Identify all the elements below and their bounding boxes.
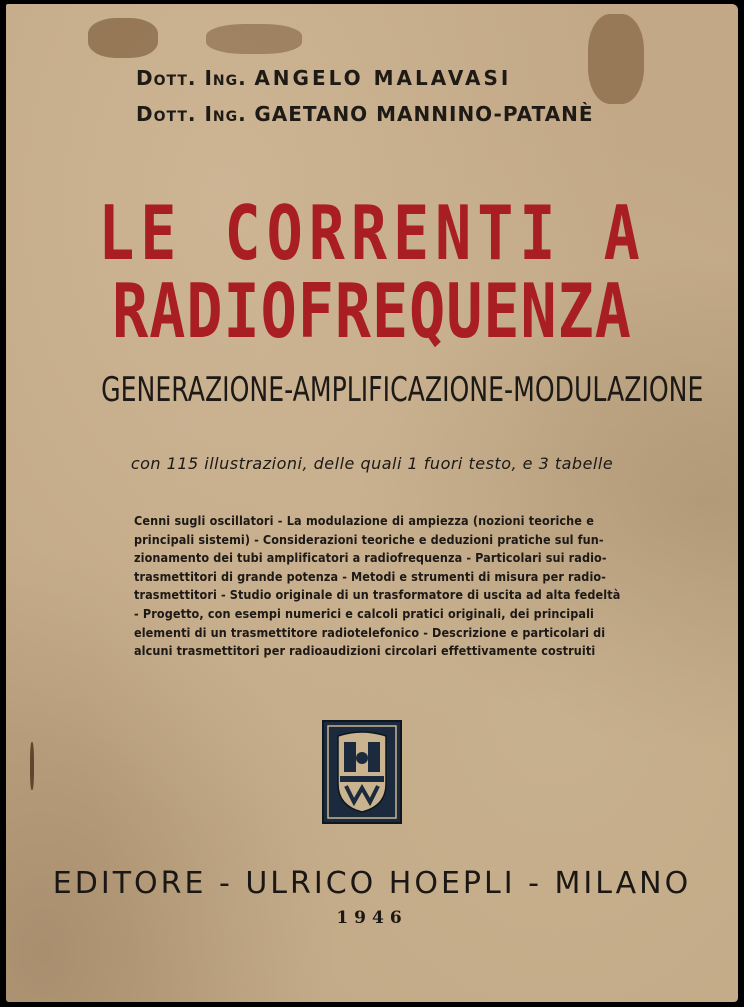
book-title-line-2: RADIOFREQUENZA xyxy=(112,268,632,356)
author-1 xyxy=(136,66,511,90)
age-stain xyxy=(206,24,302,54)
book-subtitle: GENERAZIONE-AMPLIFICAZIONE-MODULAZIONE xyxy=(101,370,704,410)
summary-line: Cenni sugli oscillatori - La modulazione di ampiezza (nozioni teoriche e xyxy=(134,513,594,528)
contents-summary xyxy=(134,512,621,661)
age-stain xyxy=(88,18,158,58)
summary-line: zionamento dei tubi amplificatori a radiofrequenza - Particolari sui radio- xyxy=(134,550,607,566)
age-stain xyxy=(30,742,34,790)
book-title-line-1: LE CORRENTI A xyxy=(98,190,646,278)
summary-line: elementi di un trasmettitore radiotelefonico - Descrizione e particolari di xyxy=(134,624,606,640)
summary-line: trasmettitori - Studio originale di un trasformatore di uscita ad alta fedeltà xyxy=(134,587,621,603)
author-2-name: GAETANO MANNINO-PATANÈ xyxy=(254,102,594,126)
summary-line: - Progetto, con esempi numerici e calcoli pratici originali, dei principali xyxy=(134,605,594,621)
age-stain xyxy=(588,14,644,104)
publisher-imprint: EDITORE - ULRICO HOEPLI - MILANO xyxy=(52,866,692,901)
publication-year: 1946 xyxy=(336,908,408,928)
book-cover xyxy=(6,4,738,1002)
publisher-emblem-icon xyxy=(322,720,402,824)
summary-line: trasmettitori di grande potenza - Metodi e strumenti di misura per radio- xyxy=(134,568,607,584)
illustrations-note: con 115 illustrazioni, delle quali 1 fuori testo, e 3 tabelle xyxy=(130,454,614,473)
summary-line: principali sistemi) - Considerazioni teoriche e deduzioni pratiche sul fun- xyxy=(134,531,604,547)
author-1-prefix: Dott. Ing. xyxy=(136,66,247,90)
author-2-prefix: Dott. Ing. xyxy=(136,102,247,126)
author-2 xyxy=(136,102,594,126)
summary-line: alcuni trasmettitori per radioaudizioni circolari effettivamente costruiti xyxy=(134,643,596,659)
author-1-name: ANGELO MALAVASI xyxy=(254,66,512,90)
crest-graphic xyxy=(324,722,400,822)
